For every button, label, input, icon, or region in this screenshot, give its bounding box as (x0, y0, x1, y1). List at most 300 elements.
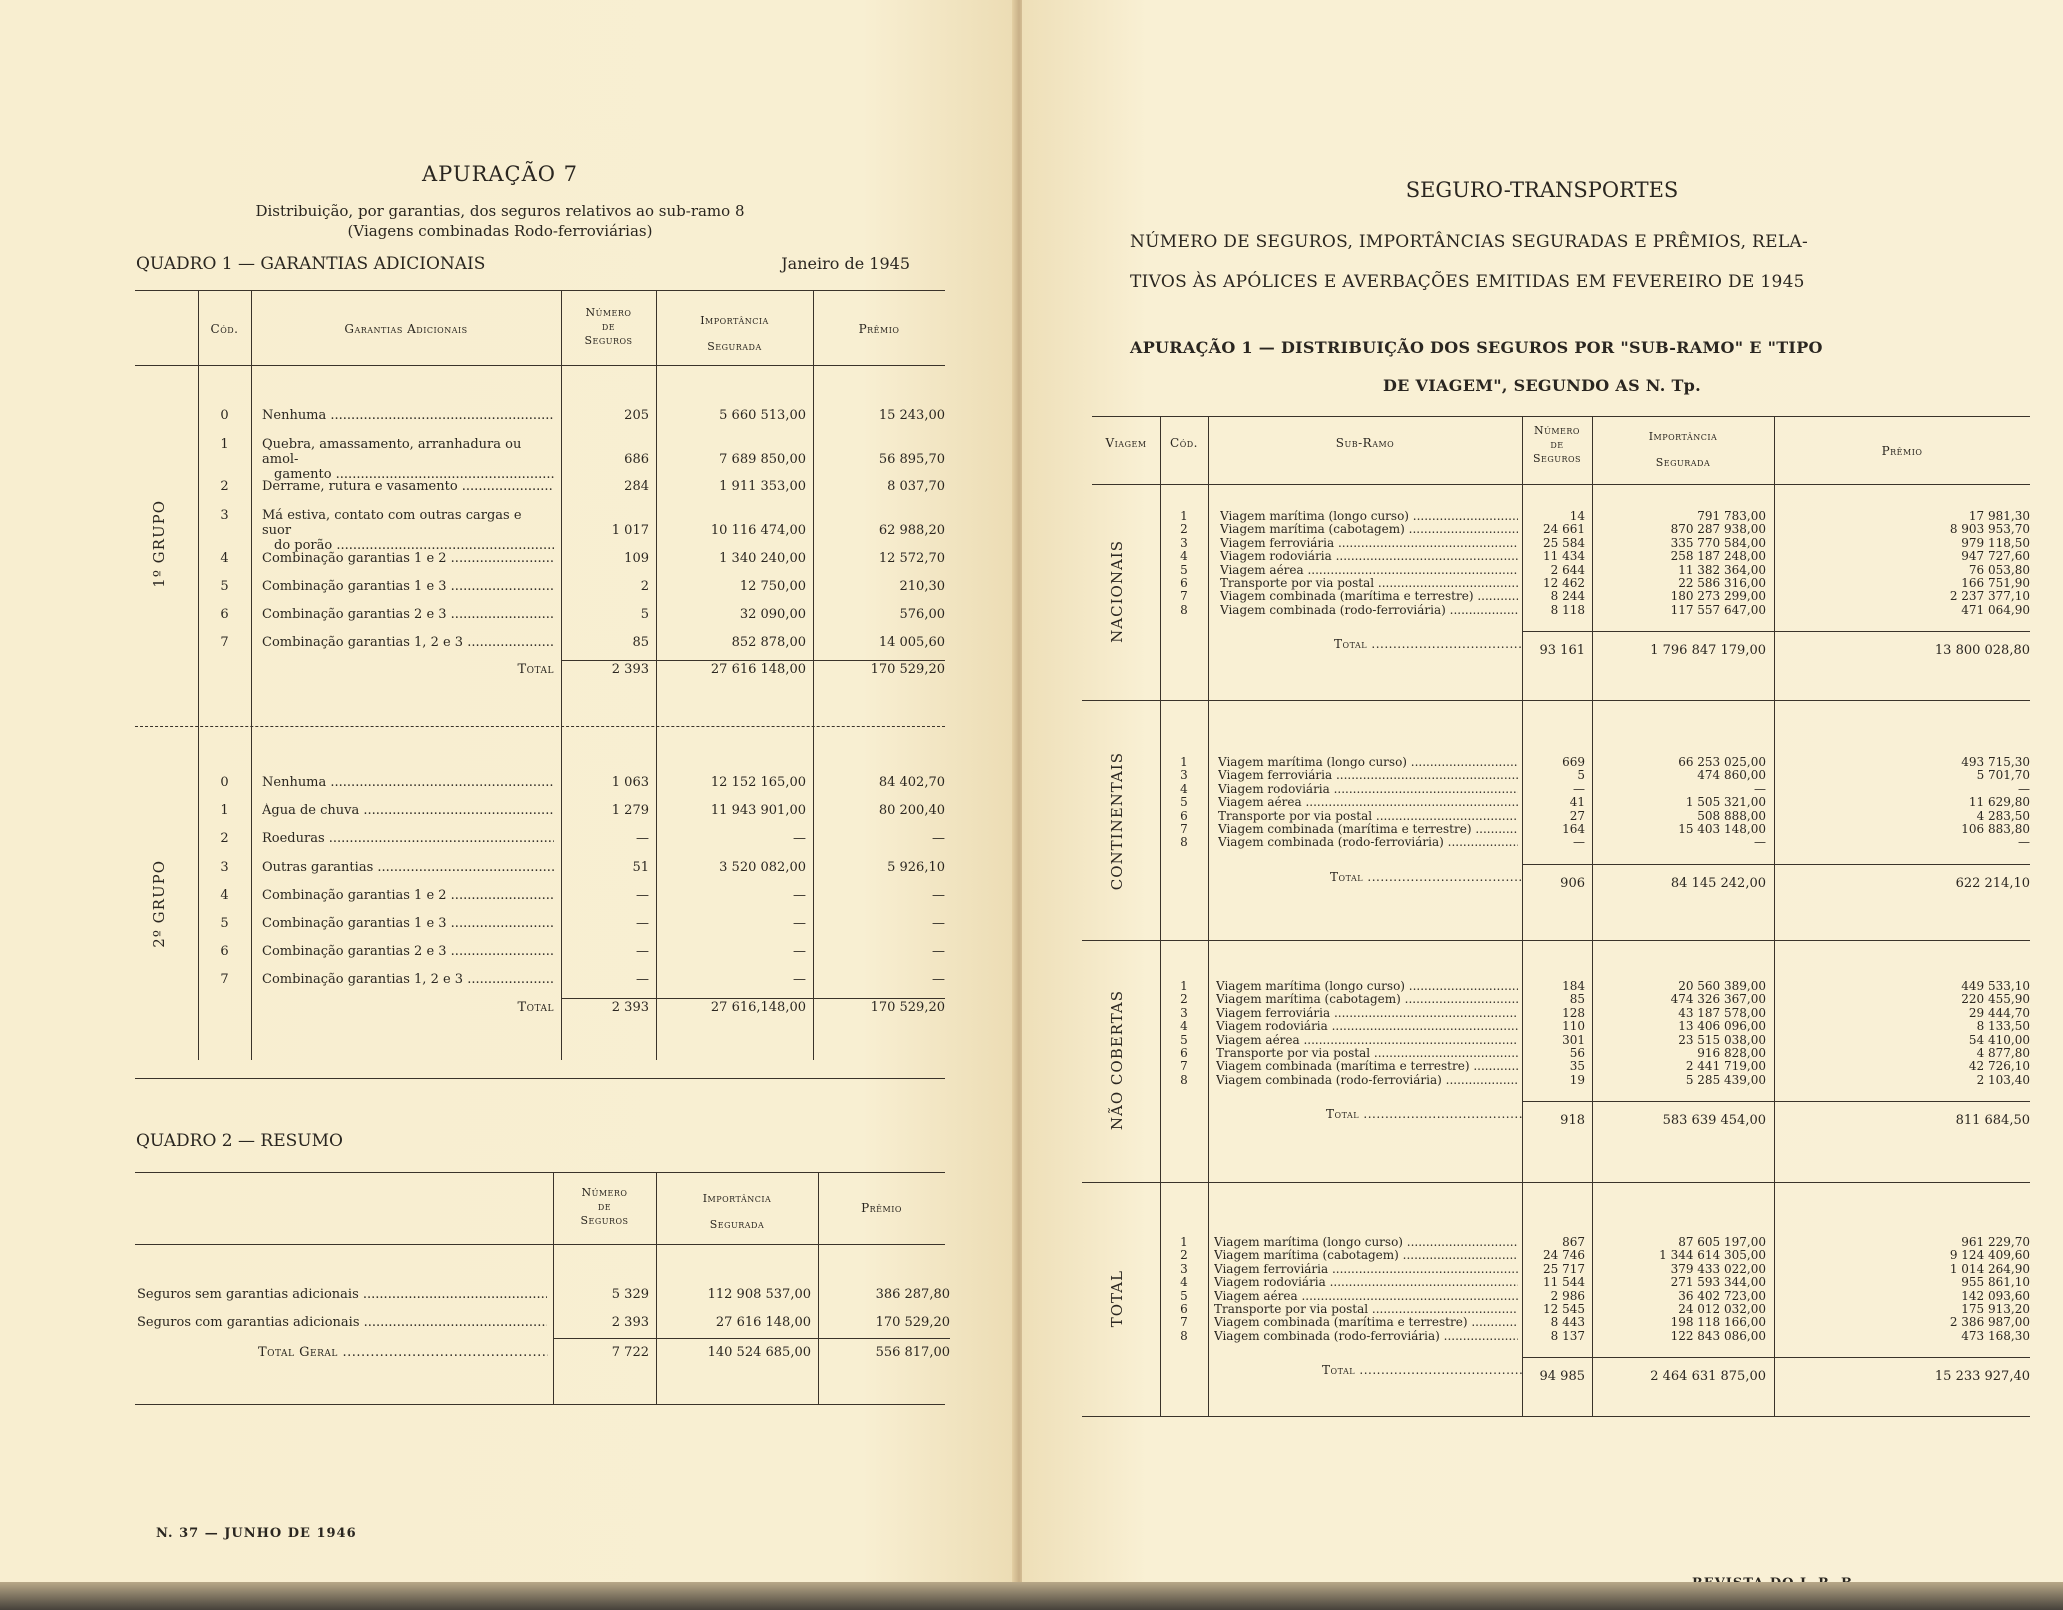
section-total-numero: 94 985 (1539, 1369, 1585, 1385)
row-description-line1: Nenhuma ..... (262, 408, 554, 423)
row-subramo: Viagem marítima (longo curso) ..... (1216, 980, 1518, 993)
left-title: APURAÇÃO 7 (421, 162, 579, 186)
row-subramo: Viagem rodoviária ..... (1218, 783, 1518, 796)
row-numero: 24 661 (1543, 522, 1585, 537)
row-importancia: — (793, 944, 806, 959)
row-premio: 210,30 (899, 579, 945, 594)
row-subramo: Viagem aérea ..... (1216, 1034, 1518, 1047)
row-code: 5 (220, 916, 229, 931)
total-rule (561, 660, 945, 661)
row-premio: 8 903 953,70 (1949, 522, 2030, 537)
row-premio: 84 402,70 (878, 775, 945, 790)
row-premio: 471 064,90 (1961, 602, 2030, 617)
row-numero: — (636, 972, 649, 987)
row-description-line1: Má estiva, contato com outras cargas e suor (262, 508, 522, 538)
row-importancia: 66 253 025,00 (1678, 755, 1766, 769)
total-numero: 2 393 (611, 662, 649, 677)
row-premio: 17 981,30 (1968, 509, 2030, 523)
q1-header-garantias: Garantias Adicionais (344, 322, 468, 336)
row-importancia: 1 911 353,00 (719, 479, 806, 494)
row-importancia: 22 586 316,00 (1678, 576, 1766, 590)
row-code: 7 (220, 972, 229, 987)
row-premio: — (2018, 781, 2030, 796)
row-subramo: Viagem rodoviária ..... (1220, 550, 1518, 563)
row-importancia: 36 402 723,00 (1678, 1288, 1766, 1303)
row-description-line1: Combinação garantias 2 e 3 ..... (262, 607, 554, 622)
row-premio: 142 093,60 (1961, 1288, 2030, 1303)
row-subramo: Transporte por via postal ..... (1214, 1303, 1518, 1316)
row-numero: 686 (624, 452, 649, 467)
row-code: 4 (220, 551, 229, 566)
row-importancia: 23 515 038,00 (1678, 1032, 1766, 1047)
row-importancia: 87 605 197,00 (1678, 1235, 1766, 1249)
row-description (262, 579, 554, 594)
row-premio: — (932, 916, 945, 931)
row-code: 5 (1180, 562, 1188, 577)
row-numero: 85 (632, 635, 649, 650)
row-subramo: Viagem combinada (marítima e terrestre) ..... (1218, 823, 1518, 836)
row-description (262, 775, 554, 790)
row-code: 5 (1180, 795, 1188, 810)
row-premio: 955 861,10 (1961, 1275, 2030, 1290)
resumo-description: Seguros com garantias adicionais ..... (137, 1315, 547, 1330)
row-importancia: — (793, 831, 806, 846)
row-description (262, 635, 554, 650)
r-header-importancia: Importância Segurada (1648, 430, 1718, 469)
row-code: 1 (1180, 755, 1188, 769)
row-subramo: Viagem aérea ..... (1218, 796, 1518, 809)
resumo-total-premio: 556 817,00 (875, 1345, 950, 1360)
row-importancia: 12 152 165,00 (710, 775, 806, 790)
row-numero: 12 462 (1543, 576, 1585, 590)
row-description-line1: Combinação garantias 2 e 3 ..... (262, 944, 554, 959)
section-label: CONTINENTAIS (1108, 752, 1126, 891)
row-premio: 5 926,10 (887, 860, 945, 875)
row-subramo: Viagem ferroviária ..... (1214, 1263, 1518, 1276)
row-premio: 106 883,80 (1961, 822, 2030, 836)
section-total-premio: 15 233 927,40 (1934, 1369, 2030, 1385)
resumo-total-importancia: 140 524 685,00 (707, 1345, 811, 1360)
row-importancia: 11 943 901,00 (710, 803, 806, 818)
row-description-line1: Nenhuma ..... (262, 775, 554, 790)
row-premio: 56 895,70 (878, 452, 945, 467)
total-premio: 170 529,20 (870, 662, 945, 677)
row-subramo: Viagem combinada (rodo-ferroviária) ..... (1214, 1330, 1518, 1343)
row-code: 6 (1180, 1046, 1188, 1060)
row-premio: 2 103,40 (1976, 1072, 2030, 1087)
r-header-viagem: Viagem (1105, 436, 1147, 450)
row-subramo: Viagem ferroviária ..... (1220, 537, 1518, 550)
row-code: 3 (1180, 535, 1188, 550)
right-title: SEGURO-TRANSPORTES (1405, 178, 1679, 202)
section-total-rule (1522, 1101, 2030, 1102)
row-code: 8 (1180, 602, 1188, 617)
row-numero: 25 717 (1543, 1261, 1585, 1276)
row-subramo: Viagem marítima (longo curso) ..... (1220, 510, 1518, 523)
resumo-numero: 5 329 (611, 1287, 649, 1302)
section-total-rule (1522, 864, 2030, 865)
row-description (262, 888, 554, 903)
row-numero: — (636, 888, 649, 903)
row-code: 2 (1180, 522, 1188, 537)
row-importancia: 7 689 850,00 (719, 452, 806, 467)
resumo-importancia: 27 616 148,00 (715, 1315, 811, 1330)
row-importancia: — (1754, 835, 1766, 850)
row-premio: 576,00 (899, 607, 945, 622)
section-total-premio: 13 800 028,80 (1934, 643, 2030, 659)
row-code: 1 (1180, 509, 1188, 523)
q1-group-divider (135, 726, 945, 727)
row-code: 8 (1180, 1328, 1188, 1343)
resumo-numero: 2 393 (611, 1315, 649, 1330)
row-subramo: Viagem marítima (cabotagem) ..... (1220, 523, 1518, 536)
right-page (1022, 0, 2063, 1610)
row-description-line1: Quebra, amassamento, arranhadura ou amol- (262, 437, 522, 467)
right-intro-2: TIVOS ÀS APÓLICES E AVERBAÇÕES EMITIDAS EM FEVEREIRO DE 1945 (1130, 272, 1805, 292)
section-total-label: Total ..... (1326, 1107, 1522, 1121)
row-numero: 8 137 (1550, 1328, 1585, 1343)
row-premio: 80 200,40 (878, 803, 945, 818)
row-premio: 1 014 264,90 (1949, 1261, 2030, 1276)
row-code: 4 (1180, 1019, 1188, 1034)
row-premio: 4 877,80 (1976, 1046, 2030, 1060)
section-label: NÃO COBERTAS (1108, 990, 1126, 1131)
row-code: 3 (1180, 1261, 1188, 1276)
q1-top-rule (135, 290, 945, 291)
row-subramo: Viagem aérea ..... (1214, 1290, 1518, 1303)
row-numero: 8 244 (1550, 589, 1585, 604)
row-description (262, 479, 554, 494)
row-description (262, 860, 554, 875)
row-numero: 8 443 (1550, 1315, 1585, 1330)
row-subramo: Viagem combinada (rodo-ferroviária) ..... (1220, 604, 1518, 617)
row-subramo: Viagem rodoviária ..... (1216, 1020, 1518, 1033)
row-numero: 35 (1569, 1059, 1585, 1074)
row-numero: 205 (624, 408, 649, 423)
row-code: 5 (1180, 1288, 1188, 1303)
row-description-line1: Combinação garantias 1 e 2 ..... (262, 888, 554, 903)
section-total-label: Total ..... (1334, 637, 1522, 651)
quadro2-title: QUADRO 2 — RESUMO (136, 1131, 343, 1151)
q2-header-rule (135, 1244, 945, 1245)
row-premio: 473 168,30 (1961, 1328, 2030, 1343)
total-label: Total (517, 1000, 554, 1015)
row-code: 7 (1180, 1315, 1188, 1330)
row-premio: 947 727,60 (1961, 549, 2030, 564)
row-importancia: 271 593 344,00 (1670, 1275, 1766, 1290)
resumo-premio: 170 529,20 (875, 1315, 950, 1330)
row-importancia: — (793, 888, 806, 903)
left-subtitle-2: (Viagens combinadas Rodo-ferroviárias) (347, 222, 653, 240)
row-premio: 29 444,70 (1968, 1005, 2030, 1020)
row-numero: 109 (624, 551, 649, 566)
row-code: 3 (220, 508, 229, 523)
row-numero: 301 (1562, 1032, 1585, 1047)
row-importancia: 474 860,00 (1697, 768, 1766, 783)
section-total-numero: 93 161 (1539, 643, 1585, 659)
section-total-label: Total ..... (1322, 1363, 1522, 1377)
r-vline-cod (1208, 416, 1209, 1416)
row-numero: 11 544 (1543, 1275, 1585, 1290)
row-subramo: Transporte por via postal ..... (1216, 1047, 1518, 1060)
row-importancia: 1 344 614 305,00 (1659, 1248, 1766, 1263)
resumo-importancia: 112 908 537,00 (707, 1287, 811, 1302)
total-label: Total (517, 662, 554, 677)
row-premio: 449 533,10 (1961, 979, 2030, 993)
row-premio: — (932, 831, 945, 846)
q1-header-premio: Prêmio (858, 322, 900, 336)
row-premio: 8 133,50 (1976, 1019, 2030, 1034)
row-numero: 27 (1569, 808, 1585, 823)
row-subramo: Viagem ferroviária ..... (1218, 769, 1518, 782)
row-numero: 5 (640, 607, 649, 622)
row-description (262, 803, 554, 818)
row-importancia: 10 116 474,00 (710, 523, 806, 538)
row-code: 6 (1180, 808, 1188, 823)
row-numero: 5 (1577, 768, 1585, 783)
row-numero: 85 (1569, 992, 1585, 1007)
row-description (262, 944, 554, 959)
row-numero: 8 118 (1550, 602, 1585, 617)
row-description (262, 916, 554, 931)
row-importancia: 180 273 299,00 (1670, 589, 1766, 604)
section-label: NACIONAIS (1108, 540, 1126, 643)
row-description-line1: Outras garantias ..... (262, 860, 554, 875)
row-code: 2 (220, 831, 229, 846)
row-premio: — (932, 944, 945, 959)
row-description (262, 607, 554, 622)
row-numero: 2 986 (1550, 1288, 1585, 1303)
resumo-premio: 386 287,80 (875, 1287, 950, 1302)
row-importancia: 5 660 513,00 (719, 408, 806, 423)
row-description-line1: Combinação garantias 1, 2 e 3 ..... (262, 635, 554, 650)
row-description-line2: do porão ..... (262, 538, 554, 553)
row-description (262, 551, 554, 566)
row-subramo: Viagem combinada (marítima e terrestre) ..... (1220, 590, 1518, 603)
row-importancia: 335 770 584,00 (1670, 535, 1766, 550)
section-total-rule (1522, 631, 2030, 632)
row-subramo: Viagem combinada (rodo-ferroviária) ..... (1216, 1074, 1518, 1087)
row-importancia: 20 560 389,00 (1678, 979, 1766, 993)
row-subramo: Transporte por via postal ..... (1220, 577, 1518, 590)
row-premio: 8 037,70 (887, 479, 945, 494)
row-description (262, 831, 554, 846)
left-footer: N. 37 — JUNHO DE 1946 (156, 1526, 357, 1541)
row-description-line2: gamento ..... (262, 467, 554, 482)
row-importancia: 198 118 166,00 (1670, 1315, 1766, 1330)
row-subramo: Viagem marítima (longo curso) ..... (1214, 1236, 1518, 1249)
section-total-importancia: 84 145 242,00 (1670, 875, 1766, 891)
row-code: 4 (1180, 549, 1188, 564)
right-intro-1: NÚMERO DE SEGUROS, IMPORTÂNCIAS SEGURADAS E PRÊMIOS, RELA- (1130, 232, 1809, 252)
row-code: 4 (1180, 1275, 1188, 1290)
r-header-subramo: Sub-Ramo (1335, 436, 1395, 450)
row-premio: 9 124 409,60 (1949, 1248, 2030, 1263)
row-premio: — (932, 888, 945, 903)
row-subramo: Viagem ferroviária ..... (1216, 1007, 1518, 1020)
row-premio: 493 715,30 (1961, 755, 2030, 769)
row-code: 6 (220, 944, 229, 959)
total-importancia: 27 616,148,00 (710, 1000, 806, 1015)
q1-header-rule (135, 365, 945, 366)
row-importancia: — (1754, 781, 1766, 796)
row-description-line1: Combinação garantias 1, 2 e 3 ..... (262, 972, 554, 987)
row-numero: 56 (1569, 1046, 1585, 1060)
row-code: 2 (1180, 992, 1188, 1007)
row-importancia: 32 090,00 (739, 607, 806, 622)
row-code: 8 (1180, 835, 1188, 850)
row-importancia: 1 340 240,00 (719, 551, 806, 566)
row-premio: 12 572,70 (878, 551, 945, 566)
row-importancia: 24 012 032,00 (1678, 1302, 1766, 1316)
row-numero: 110 (1562, 1019, 1585, 1034)
total-premio: 170 529,20 (870, 1000, 945, 1015)
row-description-line1: Combinação garantias 1 e 3 ..... (262, 916, 554, 931)
row-description (262, 508, 554, 553)
row-importancia: 2 441 719,00 (1685, 1059, 1766, 1074)
row-premio: 175 913,20 (1961, 1302, 2030, 1316)
row-numero: 24 746 (1543, 1248, 1585, 1263)
row-numero: — (636, 944, 649, 959)
row-numero: 1 063 (611, 775, 649, 790)
scan-bottom-edge (0, 1582, 2063, 1610)
row-subramo: Viagem marítima (cabotagem) ..... (1214, 1249, 1518, 1262)
row-code: 1 (220, 803, 229, 818)
row-numero: 128 (1562, 1005, 1585, 1020)
row-code: 6 (1180, 1302, 1188, 1316)
apuracao1-line-2: DE VIAGEM", SEGUNDO AS N. Tp. (1382, 376, 1702, 395)
row-numero: 867 (1562, 1235, 1585, 1249)
row-importancia: 5 285 439,00 (1685, 1072, 1766, 1087)
row-importancia: 870 287 938,00 (1670, 522, 1766, 537)
q1-bottom-rule (135, 1078, 945, 1079)
row-numero: 284 (624, 479, 649, 494)
row-importancia: 11 382 364,00 (1678, 562, 1766, 577)
resumo-total-label: Total Geral ..... (258, 1345, 548, 1360)
row-numero: 184 (1562, 979, 1585, 993)
row-premio: 979 118,50 (1961, 535, 2030, 550)
row-code: 4 (1180, 781, 1188, 796)
row-importancia: 258 187 248,00 (1670, 549, 1766, 564)
row-importancia: 122 843 086,00 (1670, 1328, 1766, 1343)
resumo-total-numero: 7 722 (611, 1345, 649, 1360)
row-code: 3 (1180, 1005, 1188, 1020)
row-code: 6 (220, 607, 229, 622)
row-numero: 2 644 (1550, 562, 1585, 577)
apuracao1-line-1: APURAÇÃO 1 — DISTRIBUIÇÃO DOS SEGUROS POR "SUB-RAMO" E "TIPO (1130, 338, 1823, 357)
row-code: 8 (1180, 1072, 1188, 1087)
section-total-numero: 906 (1560, 875, 1585, 891)
r-header-cod: Cód. (1170, 436, 1198, 450)
row-premio: 54 410,00 (1968, 1032, 2030, 1047)
row-description-line1: Combinação garantias 1 e 2 ..... (262, 551, 554, 566)
row-numero: 669 (1562, 755, 1585, 769)
grupo1-label: 1º GRUPO (150, 500, 168, 588)
row-importancia: 474 326 367,00 (1670, 992, 1766, 1007)
section-total-premio: 811 684,50 (1955, 1113, 2030, 1129)
row-code: 3 (1180, 768, 1188, 783)
total-importancia: 27 616 148,00 (710, 662, 806, 677)
row-importancia: 379 433 022,00 (1670, 1261, 1766, 1276)
row-numero: 1 017 (611, 523, 649, 538)
row-importancia: 117 557 647,00 (1670, 602, 1766, 617)
row-numero: 12 545 (1543, 1302, 1585, 1316)
r-bottom-rule (1082, 1416, 2030, 1417)
row-numero: 11 434 (1543, 549, 1585, 564)
r-top-rule (1092, 416, 2030, 417)
section-label: TOTAL (1108, 1270, 1126, 1328)
row-numero: 2 (640, 579, 649, 594)
row-premio: 14 005,60 (878, 635, 945, 650)
row-description-line1: Roeduras ..... (262, 831, 554, 846)
section-divider (1082, 700, 2030, 701)
section-total-label: Total ..... (1330, 870, 1522, 884)
row-premio: 5 701,70 (1976, 768, 2030, 783)
row-numero: 19 (1569, 1072, 1585, 1087)
row-code: 2 (1180, 1248, 1188, 1263)
row-importancia: 916 828,00 (1697, 1046, 1766, 1060)
r-header-rule (1092, 484, 2030, 485)
row-description-line1: Derrame, rutura e vasamento ..... (262, 479, 554, 494)
row-importancia: — (793, 972, 806, 987)
r-header-premio: Prêmio (1881, 444, 1923, 458)
q2-header-premio: Prêmio (861, 1201, 902, 1215)
row-premio: 11 629,80 (1968, 795, 2030, 810)
row-description (262, 408, 554, 423)
section-total-importancia: 1 796 847 179,00 (1650, 643, 1766, 659)
row-premio: 2 386 987,00 (1949, 1315, 2030, 1330)
row-numero: 25 584 (1543, 535, 1585, 550)
row-description (262, 437, 554, 482)
row-numero: — (1573, 835, 1585, 850)
row-numero: 41 (1569, 795, 1585, 810)
section-total-premio: 622 214,10 (1955, 875, 2030, 891)
row-description-line1: Combinação garantias 1 e 3 ..... (262, 579, 554, 594)
row-premio: 220 455,90 (1961, 992, 2030, 1007)
q2-bottom-rule (135, 1404, 945, 1405)
section-total-importancia: 2 464 631 875,00 (1650, 1369, 1766, 1385)
row-code: 4 (220, 888, 229, 903)
row-subramo: Viagem rodoviária ..... (1214, 1276, 1518, 1289)
row-premio: 961 229,70 (1961, 1235, 2030, 1249)
q2-top-rule (135, 1172, 945, 1173)
row-subramo: Viagem combinada (marítima e terrestre) ..... (1214, 1316, 1518, 1329)
section-total-rule (1522, 1357, 2030, 1358)
row-importancia: 791 783,00 (1697, 509, 1766, 523)
quadro1-title: QUADRO 1 — GARANTIAS ADICIONAIS (136, 254, 486, 274)
row-importancia: 12 750,00 (739, 579, 806, 594)
row-premio: — (932, 972, 945, 987)
row-numero: 51 (632, 860, 649, 875)
left-page (0, 0, 1015, 1610)
row-importancia: 508 888,00 (1697, 808, 1766, 823)
left-subtitle-1: Distribuição, por garantias, dos seguros relativos ao sub-ramo 8 (255, 202, 745, 220)
row-subramo: Transporte por via postal ..... (1218, 810, 1518, 823)
section-divider (1082, 1182, 2030, 1183)
row-code: 7 (1180, 822, 1188, 836)
row-numero: — (636, 916, 649, 931)
row-premio: 62 988,20 (878, 523, 945, 538)
row-code: 6 (1180, 576, 1188, 590)
row-code: 5 (220, 579, 229, 594)
row-code: 1 (220, 437, 229, 452)
q2-header-importancia: Importância Segurada (702, 1192, 772, 1231)
row-importancia: 13 406 096,00 (1678, 1019, 1766, 1034)
row-premio: 4 283,50 (1976, 808, 2030, 823)
row-code: 0 (220, 408, 229, 423)
grupo2-label: 2º GRUPO (150, 860, 168, 948)
total-numero: 2 393 (611, 1000, 649, 1015)
